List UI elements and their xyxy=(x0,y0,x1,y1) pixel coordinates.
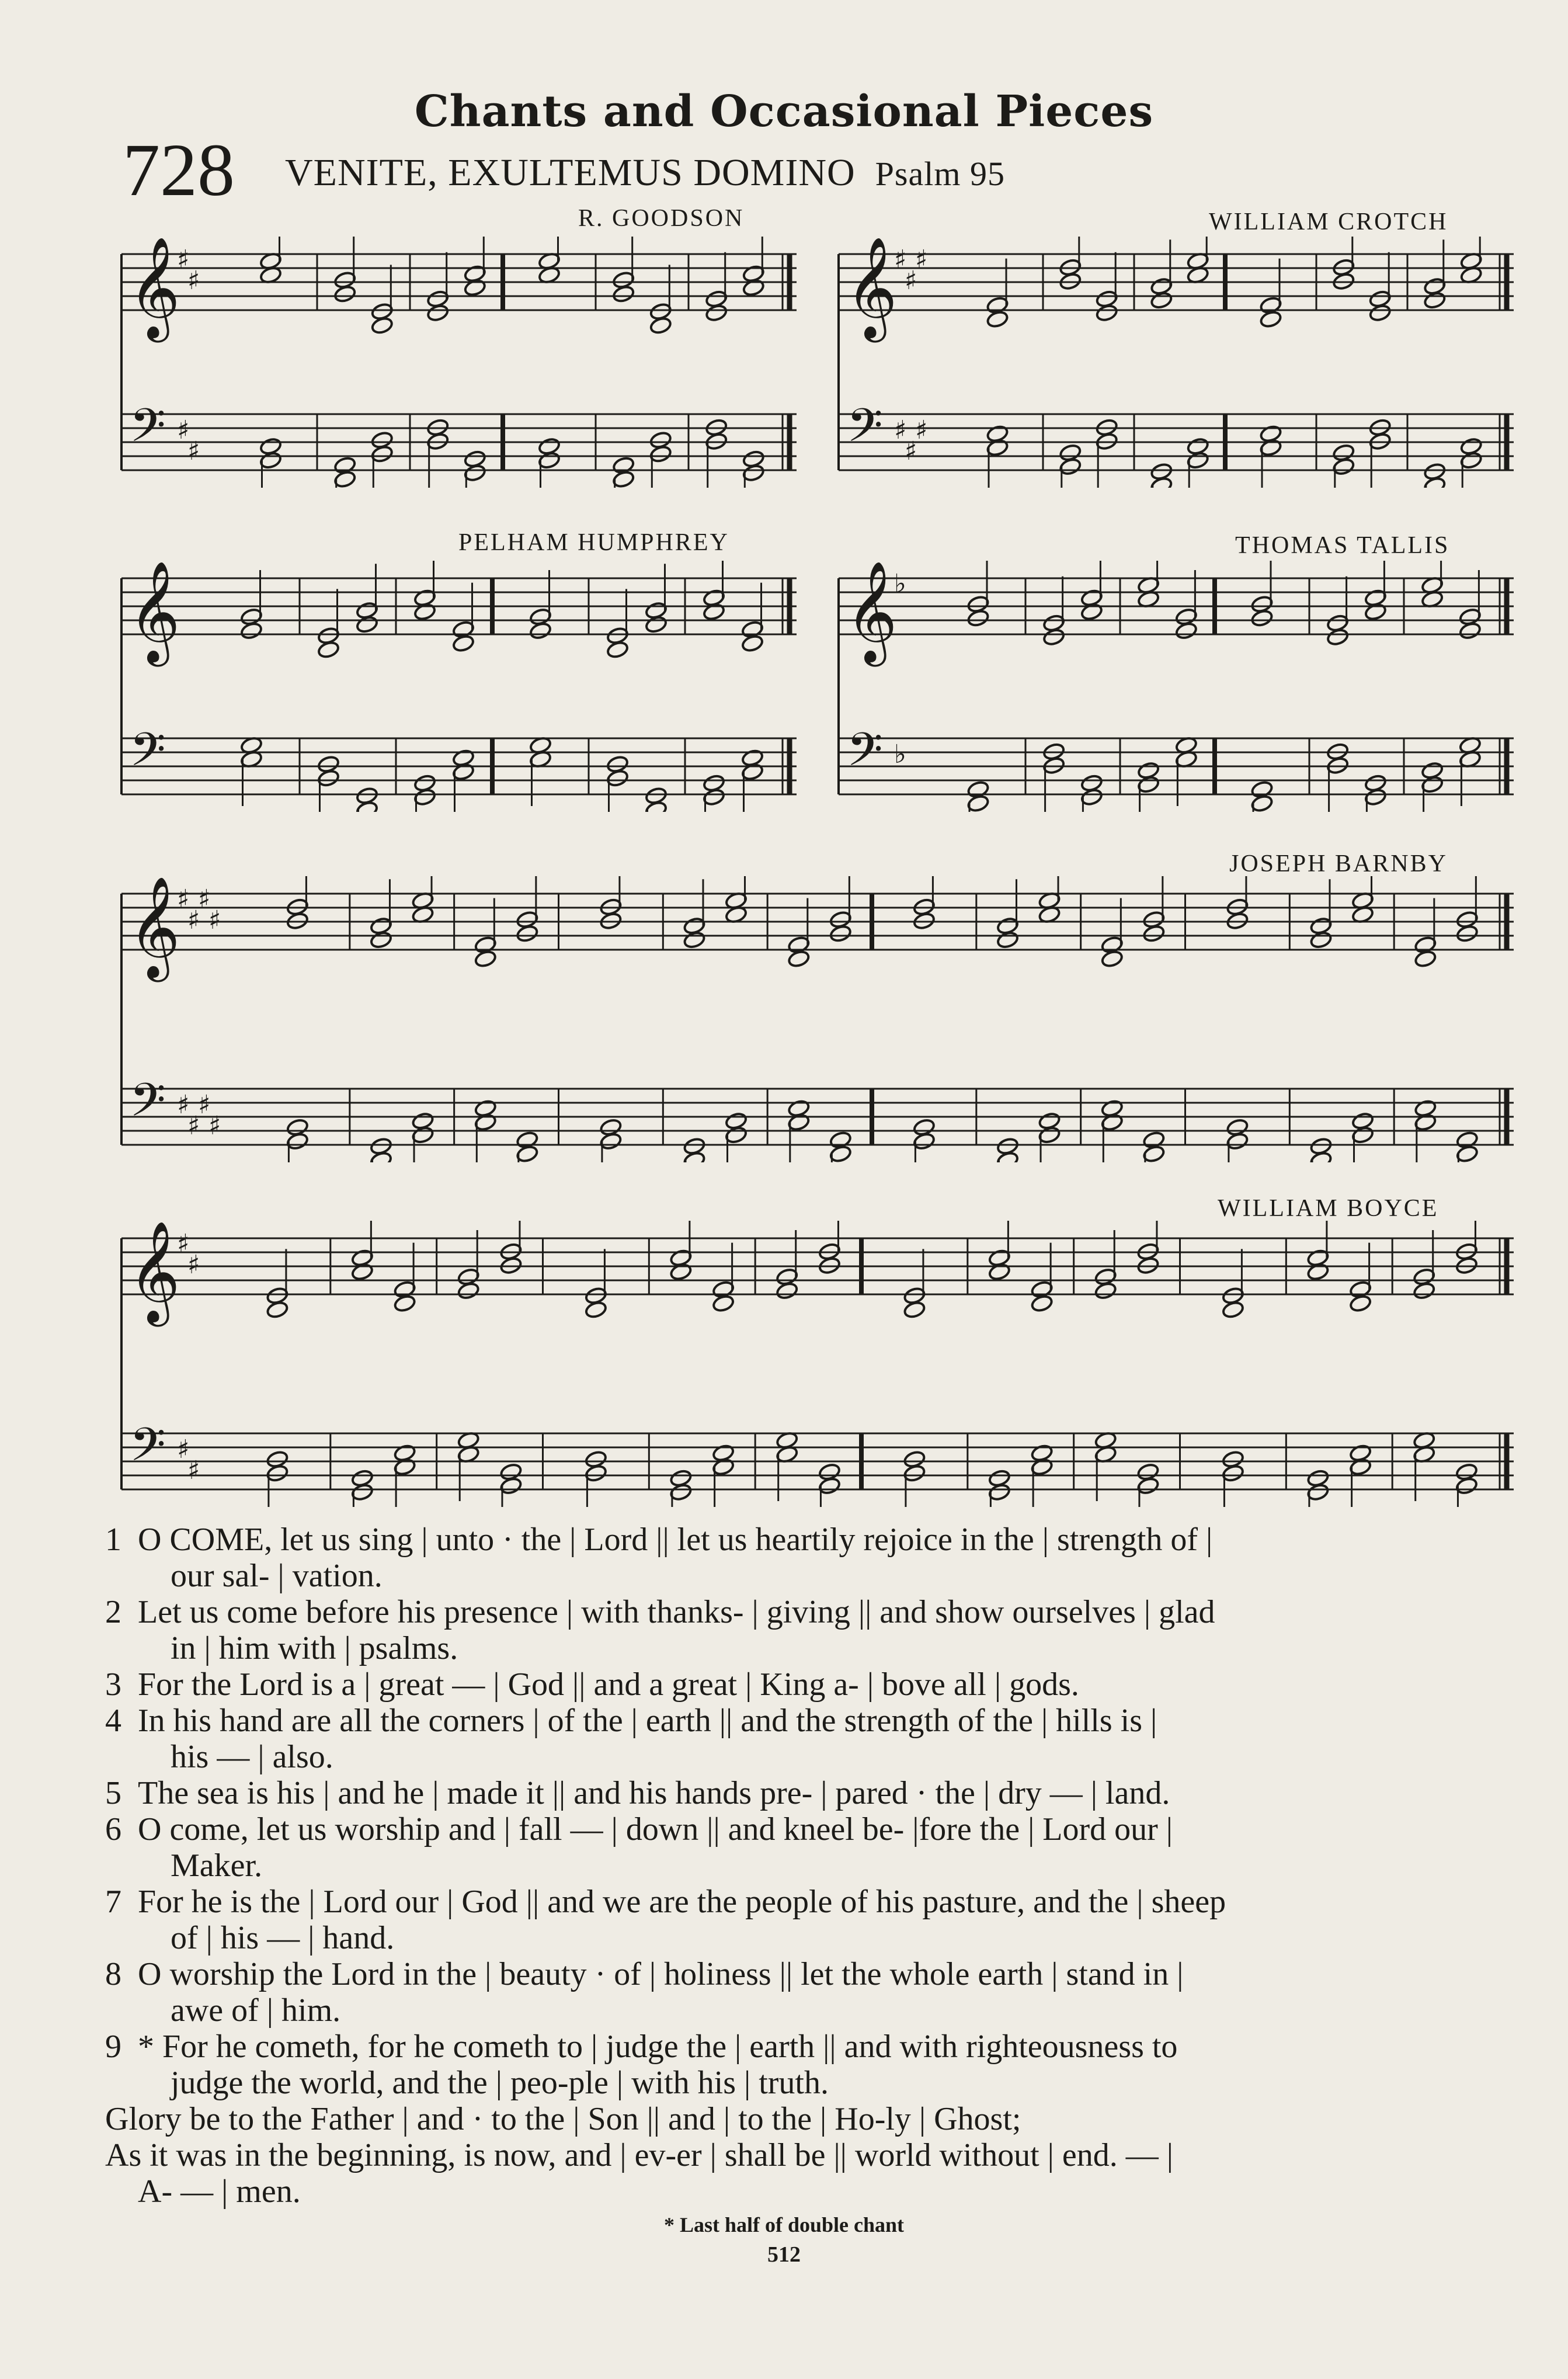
composer-humphrey: PELHAM HUMPHREY xyxy=(458,529,729,556)
verse-text: O come, let us worship and | fall — | down || and kneel be- |fore the | Lord our | xyxy=(138,1811,1173,1847)
gloria-patri xyxy=(105,2101,1507,2210)
note-head xyxy=(1095,304,1118,322)
gloria-line-2: As it was in the beginning, is now, and | ev-er | shall be || world without | end. — | xyxy=(105,2137,1173,2173)
note-head xyxy=(1456,924,1479,943)
gloria-line-3: A- — | men. xyxy=(138,2173,301,2210)
verse xyxy=(105,1594,1507,1666)
sharp-icon: ♯ xyxy=(208,905,221,935)
note-head xyxy=(464,278,486,297)
note-head xyxy=(1309,930,1332,949)
note-head xyxy=(452,634,475,652)
composer-boyce: WILLIAM BOYCE xyxy=(1218,1195,1439,1222)
treble-clef-icon: 𝄞 xyxy=(846,237,898,338)
note-head xyxy=(966,609,989,627)
note-head xyxy=(1030,1294,1053,1312)
chant-tallis xyxy=(834,561,1518,812)
sharp-icon: ♯ xyxy=(187,1250,200,1280)
note-head xyxy=(645,615,667,634)
sharp-icon: ♯ xyxy=(177,1090,190,1120)
flat-icon: ♭ xyxy=(894,569,906,599)
verse-text: In his hand are all the corners | of the | earth || and the strength of the | hills is | xyxy=(138,1703,1157,1739)
composer-crotch: WILLIAM CROTCH xyxy=(1209,209,1448,235)
sharp-icon: ♯ xyxy=(177,415,190,445)
verse-number: 5 xyxy=(105,1775,121,1811)
note-head xyxy=(1142,924,1165,943)
verse-line xyxy=(105,1666,1507,1703)
verse xyxy=(105,1522,1507,1594)
sharp-icon: ♯ xyxy=(905,266,917,296)
verse-continuation: of | his — | hand. xyxy=(171,1920,395,1956)
note-head xyxy=(351,1262,374,1281)
verse-number: 2 xyxy=(105,1594,121,1630)
verse xyxy=(105,1811,1507,1884)
sharp-icon: ♯ xyxy=(187,905,200,935)
note-head xyxy=(529,621,552,640)
treble-clef-icon: 𝄞 xyxy=(128,876,180,978)
verse-number: 3 xyxy=(105,1666,121,1703)
bass-clef-icon: 𝄢 xyxy=(130,1418,166,1483)
note-head xyxy=(426,304,449,322)
page-number: 512 xyxy=(767,2242,801,2267)
verse-continuation: judge the world, and the | peo-ple | with his | truth. xyxy=(171,2065,829,2101)
verse-text: For the Lord is a | great — | God || and a great | King a- | bove all | gods. xyxy=(138,1666,1079,1703)
note-head xyxy=(705,304,728,322)
sharp-icon: ♯ xyxy=(198,1090,211,1120)
verse-list xyxy=(105,1522,1507,2101)
bass-clef-icon: 𝄢 xyxy=(130,398,166,464)
note-head xyxy=(742,278,765,297)
sharp-icon: ♯ xyxy=(177,1229,190,1259)
verse-line xyxy=(105,2029,1507,2065)
sharp-icon: ♯ xyxy=(187,1456,200,1485)
note-head xyxy=(1414,949,1437,968)
note-head xyxy=(371,316,394,335)
note-head xyxy=(1080,602,1103,621)
gloria-line-1: Glory be to the Father | and · to the | Son || and | to the | Ho-ly | Ghost; xyxy=(105,2101,1021,2137)
sharp-icon: ♯ xyxy=(905,436,917,466)
composer-tallis: THOMAS TALLIS xyxy=(1235,532,1450,559)
note-head xyxy=(1326,628,1349,647)
hymn-title-text: VENITE, EXULTEMUS DOMINO xyxy=(285,151,856,194)
sharp-icon: ♯ xyxy=(915,245,928,275)
verse-number: 9 xyxy=(105,2029,121,2065)
note-head xyxy=(1101,949,1124,968)
note-head xyxy=(649,316,672,335)
verse-line xyxy=(105,1811,1507,1847)
bass-clef-icon: 𝄢 xyxy=(130,723,166,788)
note-head xyxy=(829,924,852,943)
verse-continuation: Maker. xyxy=(171,1847,263,1884)
hymn-title xyxy=(285,151,1005,195)
note-head xyxy=(393,1294,416,1312)
footnote: * Last half of double chant xyxy=(663,2213,905,2236)
verse-number: 1 xyxy=(105,1522,121,1558)
note-head xyxy=(370,930,392,949)
treble-clef-icon: 𝄞 xyxy=(128,1221,180,1322)
verse-line xyxy=(105,1956,1507,1992)
note-head xyxy=(683,930,705,949)
note-head xyxy=(585,1300,607,1319)
note-head xyxy=(606,640,629,659)
verse-line xyxy=(105,1884,1507,1920)
composer-goodson: R. GOODSON xyxy=(578,205,745,232)
bass-clef-icon: 𝄢 xyxy=(847,723,883,788)
note-head xyxy=(1250,609,1273,627)
composer-barnby: JOSEPH BARNBY xyxy=(1229,850,1448,877)
note-head xyxy=(413,602,436,621)
sharp-icon: ♯ xyxy=(187,266,200,296)
sharp-icon: ♯ xyxy=(187,1111,200,1141)
verse xyxy=(105,1775,1507,1811)
note-head xyxy=(1042,628,1065,647)
sharp-icon: ♯ xyxy=(894,245,907,275)
chant-goodson xyxy=(117,237,801,488)
note-head xyxy=(457,1281,479,1300)
verse xyxy=(105,1884,1507,1956)
chant-humphrey xyxy=(117,561,801,812)
verse-text: Let us come before his presence | with thanks- | giving || and show ourselves | glad xyxy=(138,1594,1215,1630)
note-head xyxy=(787,949,810,968)
note-head xyxy=(776,1281,798,1300)
hymn-number: 728 xyxy=(123,128,235,211)
chant-boyce xyxy=(117,1221,1518,1507)
note-head xyxy=(1368,304,1391,322)
sharp-icon: ♯ xyxy=(198,884,211,914)
verse-line xyxy=(105,1775,1507,1811)
note-head xyxy=(1222,1300,1244,1319)
note-head xyxy=(317,640,340,659)
verse-number: 4 xyxy=(105,1703,121,1739)
verse-line xyxy=(105,1594,1507,1630)
verse-number: 7 xyxy=(105,1884,121,1920)
verse-line xyxy=(105,1522,1507,1558)
note-head xyxy=(356,615,378,634)
psalm-text xyxy=(105,1522,1507,2210)
verse xyxy=(105,1703,1507,1775)
section-header: Chants and Occasional Pieces xyxy=(414,86,1154,137)
note-head xyxy=(1094,1281,1117,1300)
note-head xyxy=(1423,291,1446,310)
note-head xyxy=(1459,621,1482,640)
note-head xyxy=(1413,1281,1435,1300)
verse-continuation: awe of | him. xyxy=(171,1992,341,2029)
note-head xyxy=(996,930,1019,949)
note-head xyxy=(1175,621,1198,640)
verse-continuation: our sal- | vation. xyxy=(171,1558,383,1594)
note-head xyxy=(516,924,538,943)
verse xyxy=(105,1666,1507,1703)
treble-clef-icon: 𝄞 xyxy=(128,561,180,662)
verse-line xyxy=(105,1703,1507,1739)
verse-continuation: in | him with | psalms. xyxy=(171,1630,458,1666)
sharp-icon: ♯ xyxy=(208,1111,221,1141)
verse xyxy=(105,1956,1507,2029)
note-head xyxy=(1349,1294,1372,1312)
treble-clef-icon: 𝄞 xyxy=(128,237,180,338)
note-head xyxy=(612,284,635,303)
chant-barnby xyxy=(117,876,1518,1162)
note-head xyxy=(1259,310,1282,328)
verse-text: * For he cometh, for he cometh to | judge the | earth || and with righteousness to xyxy=(138,2029,1178,2065)
verse-number: 8 xyxy=(105,1956,121,1992)
treble-clef-icon: 𝄞 xyxy=(846,561,898,662)
note-head xyxy=(903,1300,926,1319)
note-head xyxy=(669,1262,692,1281)
verse-text: O COME, let us sing | unto · the | Lord || let us heartily rejoice in the | strength of | xyxy=(138,1522,1213,1558)
sharp-icon: ♯ xyxy=(177,1435,190,1464)
flat-icon: ♭ xyxy=(894,739,906,769)
note-head xyxy=(240,621,263,640)
note-head xyxy=(1306,1262,1329,1281)
note-head xyxy=(741,634,764,652)
note-head xyxy=(712,1294,735,1312)
verse xyxy=(105,2029,1507,2101)
note-head xyxy=(1364,602,1387,621)
verse-continuation: his — | also. xyxy=(171,1739,333,1775)
note-head xyxy=(988,1262,1011,1281)
note-head xyxy=(1150,291,1173,310)
note-head xyxy=(333,284,356,303)
bass-clef-icon: 𝄢 xyxy=(847,398,883,464)
sharp-icon: ♯ xyxy=(894,415,907,445)
psalm-reference: Psalm 95 xyxy=(875,155,1005,193)
sharp-icon: ♯ xyxy=(915,415,928,445)
verse-text: O worship the Lord in the | beauty · of | holiness || let the whole earth | stand in | xyxy=(138,1956,1184,1992)
sharp-icon: ♯ xyxy=(177,245,190,275)
note-head xyxy=(703,602,725,621)
verse-number: 6 xyxy=(105,1811,121,1847)
verse-text: The sea is his | and he | made it || and his hands pre- | pared · the | dry — | land. xyxy=(138,1775,1170,1811)
note-head xyxy=(474,949,497,968)
note-head xyxy=(266,1300,288,1319)
bass-clef-icon: 𝄢 xyxy=(130,1073,166,1138)
note-head xyxy=(986,310,1009,328)
sharp-icon: ♯ xyxy=(177,884,190,914)
sharp-icon: ♯ xyxy=(187,436,200,466)
verse-text: For he is the | Lord our | God || and we are the people of his pasture, and the | sheep xyxy=(138,1884,1226,1920)
chant-crotch xyxy=(834,237,1518,488)
